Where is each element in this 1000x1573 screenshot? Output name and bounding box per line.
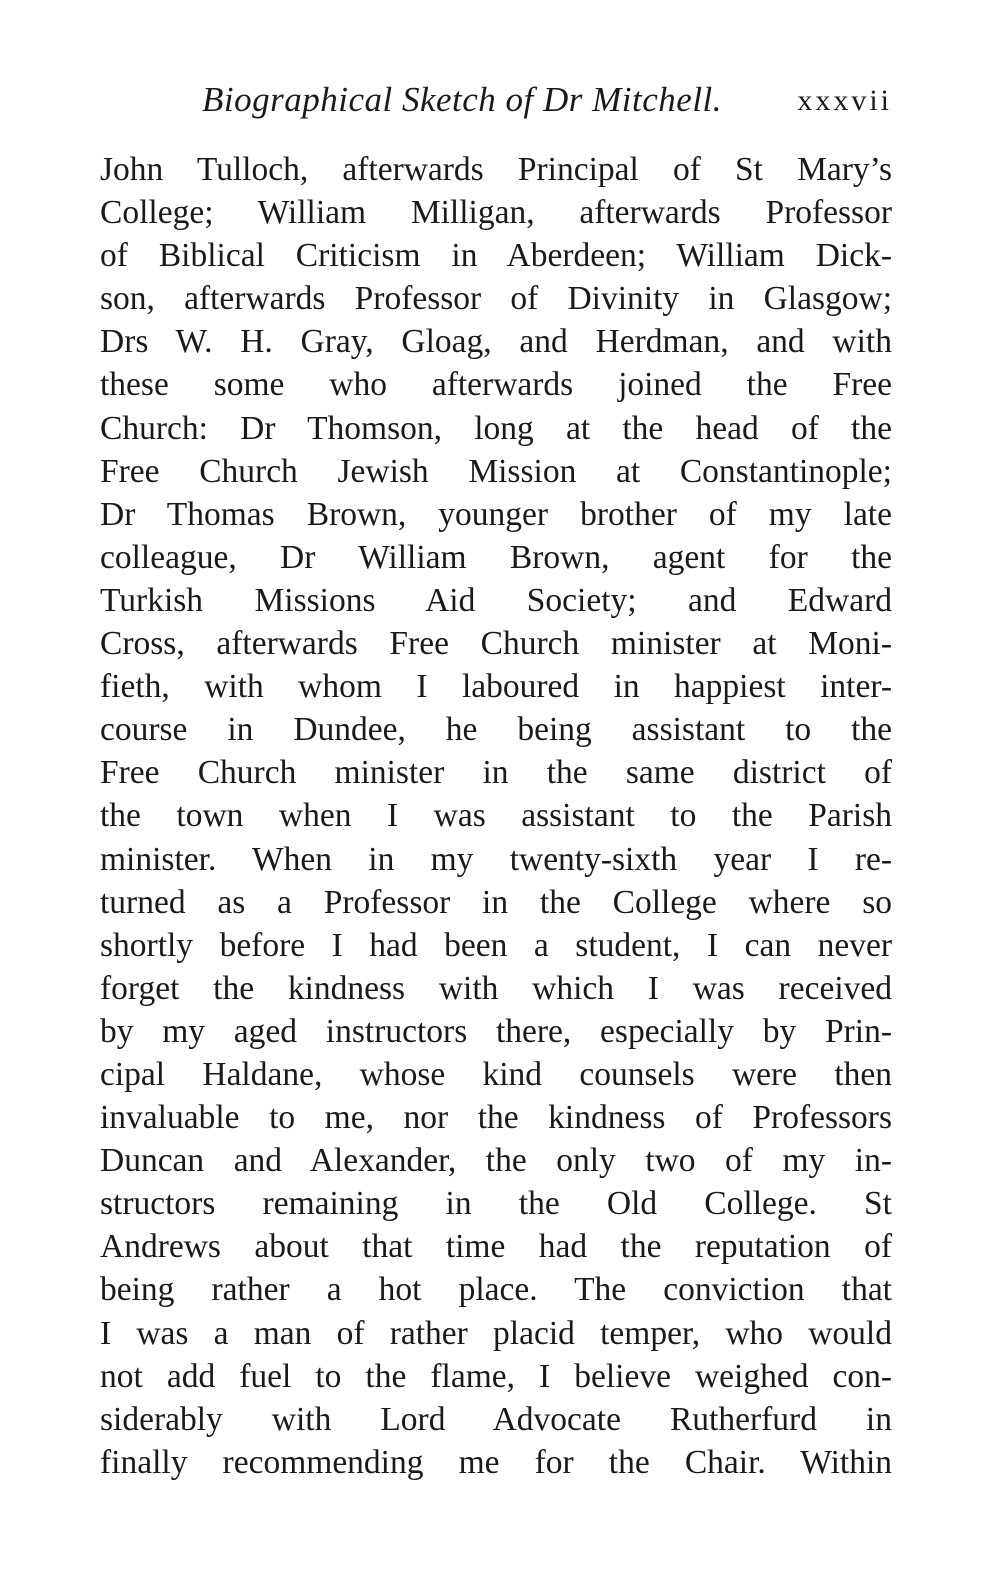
text-line: Andrews about that time had the reputation of xyxy=(100,1228,892,1266)
text-line: cipal Haldane, whose kind counsels were then xyxy=(100,1055,892,1093)
text-line: being rather a hot place. The conviction that xyxy=(100,1271,892,1309)
text-line: siderably with Lord Advocate Rutherfurd in xyxy=(100,1400,892,1438)
text-line: John Tulloch, afterwards Principal of St Mary’s xyxy=(100,151,892,188)
running-head xyxy=(100,80,892,130)
text-line: Cross, afterwards Free Church minister at Moni- xyxy=(100,625,892,663)
text-line: fieth, with whom I laboured in happiest inter- xyxy=(100,668,892,706)
running-title: Biographical Sketch of Dr Mitchell. xyxy=(202,80,723,119)
text-line: minister. When in my twenty-sixth year I re- xyxy=(100,840,892,878)
text-line: Duncan and Alexander, the only two of my in- xyxy=(100,1142,892,1180)
text-line: I was a man of rather placid temper, who would xyxy=(100,1314,892,1352)
text-line: forget the kindness with which I was received xyxy=(100,969,892,1007)
text-line: structors remaining in the Old College. St xyxy=(100,1185,892,1223)
text-line: by my aged instructors there, especially by Prin- xyxy=(100,1012,892,1050)
text-line: of Biblical Criticism in Aberdeen; William Dick- xyxy=(100,237,892,275)
text-line: not add fuel to the flame, I believe weighed con- xyxy=(100,1357,892,1395)
text-line: turned as a Professor in the College where so xyxy=(100,883,892,921)
page-number: xxxvii xyxy=(797,84,892,117)
text-line: Drs W. H. Gray, Gloag, and Herdman, and with xyxy=(100,323,892,361)
text-line: Church: Dr Thomson, long at the head of the xyxy=(100,409,892,447)
text-line: Free Church minister in the same district of xyxy=(100,754,892,792)
body-text xyxy=(100,148,892,1484)
text-line: College; William Milligan, afterwards Professor xyxy=(100,194,892,232)
text-line: these some who afterwards joined the Free xyxy=(100,366,892,404)
text-line: the town when I was assistant to the Parish xyxy=(100,797,892,835)
text-line: Free Church Jewish Mission at Constantinople; xyxy=(100,452,892,490)
text-line: invaluable to me, nor the kindness of Professors xyxy=(100,1099,892,1137)
text-line: colleague, Dr William Brown, agent for the xyxy=(100,538,892,576)
text-line: shortly before I had been a student, I can never xyxy=(100,926,892,964)
text-line: Turkish Missions Aid Society; and Edward xyxy=(100,581,892,619)
text-line: son, afterwards Professor of Divinity in Glasgow; xyxy=(100,280,892,318)
text-line: finally recommending me for the Chair. Within xyxy=(100,1443,892,1481)
text-line: Dr Thomas Brown, younger brother of my late xyxy=(100,495,892,533)
text-line: course in Dundee, he being assistant to the xyxy=(100,711,892,749)
